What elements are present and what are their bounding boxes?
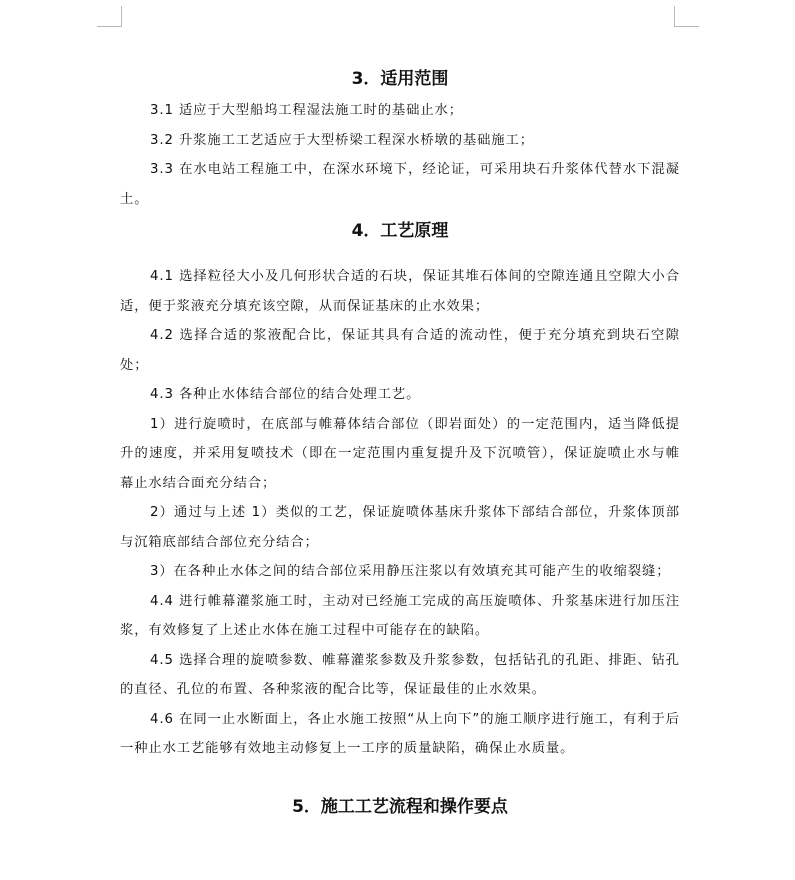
- page-corner-mark-top-right: [674, 6, 699, 27]
- paragraph-4-1: 4.1 选择粒径大小及几何形状合适的石块，保证其堆石体间的空隙连通且空隙大小合适，便于浆液充分填充该空隙，从而保证基床的止水效果；: [120, 269, 680, 314]
- paragraph-4-5: 4.5 选择合理的旋喷参数、帷幕灌浆参数及升浆参数，包括钻孔的孔距、排距、钻孔的直径、孔位的布置、各种浆液的配合比等，保证最佳的止水效果。: [120, 652, 680, 697]
- section-3-heading: 3．适用范围: [351, 69, 449, 89]
- paragraph-4-3-2: 2）通过与上述 1）类似的工艺，保证旋喷体基床升浆体下部结合部位，升浆体顶部与沉箱底部结合部位充分结合；: [120, 505, 680, 550]
- section-5-heading: 5．施工工艺流程和操作要点: [292, 796, 508, 817]
- paragraph-3-1: 3.1 适应于大型船坞工程湿法施工时的基础止水；: [150, 103, 463, 118]
- spacer: [120, 764, 680, 790]
- paragraph-4-2: 4.2 选择合适的浆液配合比，保证其具有合适的流动性，便于充分填充到块石空隙处；: [120, 328, 680, 373]
- paragraph-4-3: 4.3 各种止水体结合部位的结合处理工艺。: [150, 387, 421, 402]
- paragraph-4-4: 4.4 进行帷幕灌浆施工时，主动对已经施工完成的高压旋喷体、升浆基床进行加压注浆，有效修复了上述止水体在施工过程中可能存在的缺陷。: [120, 593, 680, 638]
- document-page: [120, 62, 680, 824]
- paragraph-3-3: 3.3 在水电站工程施工中，在深水环境下，经论证，可采用块石升浆体代替水下混凝土。: [120, 162, 680, 207]
- page-corner-mark-top-left: [97, 6, 122, 27]
- paragraph-4-6: 4.6 在同一止水断面上，各止水施工按照“从上向下”的施工顺序进行施工，有利于后一种止水工艺能够有效地主动修复上一工序的质量缺陷，确保止水质量。: [120, 711, 680, 756]
- paragraph-3-2: 3.2 升浆施工工艺适应于大型桥梁工程深水桥墩的基础施工；: [150, 132, 534, 148]
- section-4-heading: 4．工艺原理: [351, 221, 449, 241]
- spacer: [120, 248, 680, 262]
- paragraph-4-3-3: 3）在各种止水体之间的结合部位采用静压注浆以有效填充其可能产生的收缩裂缝；: [150, 564, 671, 579]
- paragraph-4-3-1: 1）进行旋喷时，在底部与帷幕体结合部位（即岩面处）的一定范围内，适当降低提升的速度，并采用复喷技术（即在一定范围内重复提升及下沉喷管），保证旋喷止水与帷幕止水结合面充分结合；: [120, 416, 680, 491]
